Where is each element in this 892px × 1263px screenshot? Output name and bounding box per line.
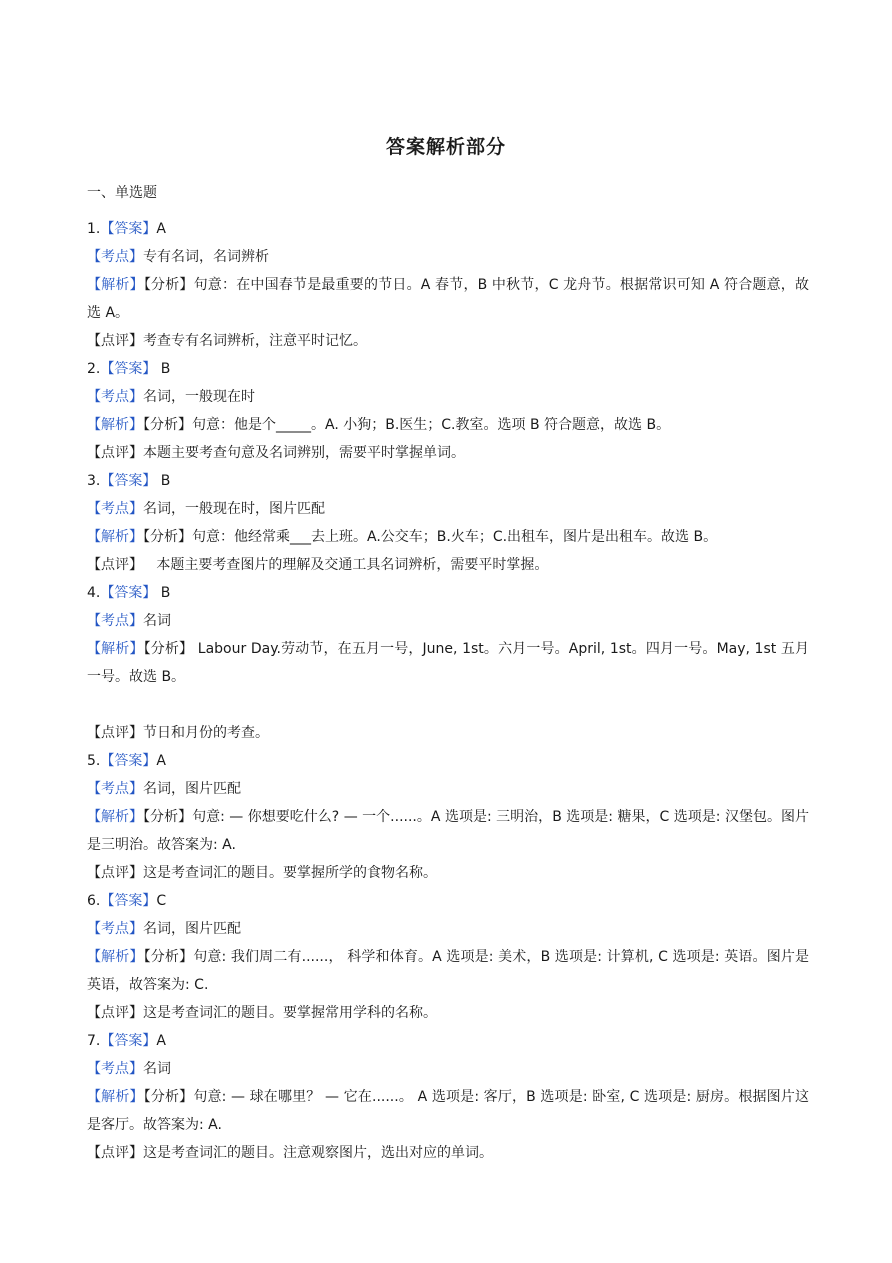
answer-line-2 [87, 355, 809, 383]
point-line-2 [87, 383, 809, 411]
comment-text: 这是考查词汇的题目。要掌握所学的食物名称。 [143, 865, 437, 881]
comment-text: 考查专有名词辨析，注意平时记忆。 [143, 333, 367, 349]
comment-line-5 [87, 859, 809, 887]
point-text: 专有名词，名词辨析 [143, 249, 269, 265]
answer-tag: 【答案】 [100, 361, 157, 377]
answer-line-5 [87, 747, 809, 775]
comment-line-1 [87, 327, 809, 355]
point-text: 名词，一般现在时，图片匹配 [143, 501, 325, 517]
analysis-tag: 【解析】 [87, 529, 143, 545]
point-tag: 【考点】 [87, 613, 143, 629]
analysis-text: 【分析】句意：他是个_____。A. 小狗；B.医生；C.教室。选项 B 符合题意，故选 B。 [143, 417, 671, 433]
point-tag: 【考点】 [87, 249, 143, 265]
question-number: 6. [87, 893, 101, 909]
comment-line-7 [87, 1139, 809, 1167]
comment-text: 节日和月份的考查。 [143, 725, 269, 741]
point-line-5 [87, 775, 809, 803]
point-tag: 【考点】 [87, 781, 143, 797]
analysis-text: 【分析】句意：在中国春节是最重要的节日。A 春节，B 中秋节，C 龙舟节。根据常识可知 A 符合题意，故选 A。 [87, 277, 809, 321]
analysis-text: 【分析】句意: — 球在哪里？ — 它在......。 A 选项是: 客厅，B 选项是: 卧室, C 选项是: 厨房。根据图片这是客厅。故答案为: A. [87, 1089, 809, 1133]
analysis-text: 【分析】句意: 我们周二有......， 科学和体育。A 选项是: 美术，B 选项是: 计算机, C 选项是: 英语。图片是英语，故答案为: C. [87, 949, 810, 993]
question-number: 3. [87, 473, 101, 489]
page-title: 答案解析部分 [385, 136, 506, 158]
analysis-tag: 【解析】 [87, 1089, 144, 1105]
comment-line-2 [87, 439, 809, 467]
answer-tag: 【答案】 [100, 585, 157, 601]
analysis-line-3 [87, 523, 809, 551]
comment-tag: 【点评】 [87, 1005, 143, 1021]
comment-text: 这是考查词汇的题目。要掌握常用学科的名称。 [143, 1005, 437, 1021]
analysis-line-5 [87, 803, 809, 859]
comment-line-4 [87, 719, 809, 747]
analysis-tag: 【解析】 [87, 641, 144, 657]
comment-line-6 [87, 999, 809, 1027]
comment-tag: 【点评】 [87, 1145, 143, 1161]
answer-line-1 [87, 215, 809, 243]
analysis-text: 【分析】句意: — 你想要吃什么? — 一个......。A 选项是: 三明治，B 选项是: 糖果，C 选项是: 汉堡包。图片是三明治。故答案为: A. [87, 809, 809, 853]
answer-line-3 [87, 467, 809, 495]
answer-line-4 [87, 579, 809, 607]
point-line-1 [87, 243, 809, 271]
comment-tag: 【点评】 [87, 865, 143, 881]
point-line-3 [87, 495, 809, 523]
comment-tag: 【点评】 [87, 333, 143, 349]
comment-line-3 [87, 551, 809, 579]
answer-value: A [156, 221, 166, 237]
point-line-7 [87, 1055, 809, 1083]
point-text: 名词，图片匹配 [143, 921, 241, 937]
answer-line-7 [87, 1027, 809, 1055]
comment-text: 本题主要考查句意及名词辨别，需要平时掌握单词。 [143, 445, 465, 461]
comment-tag: 【点评】 [87, 557, 143, 573]
point-text: 名词 [143, 1061, 171, 1077]
point-text: 名词 [143, 613, 171, 629]
analysis-tag: 【解析】 [87, 949, 144, 965]
analysis-line-4 [87, 635, 809, 691]
answer-list [87, 215, 809, 1167]
question-number: 1. [87, 221, 101, 237]
analysis-text: 【分析】 Labour Day.劳动节，在五月一号，June, 1st。六月一号。April, 1st。四月一号。May, 1st 五月一号。故选 B。 [87, 641, 809, 685]
question-number: 2. [87, 361, 101, 377]
section-heading: 一、单选题 [87, 185, 157, 201]
comment-tag: 【点评】 [87, 445, 143, 461]
analysis-tag: 【解析】 [87, 417, 143, 433]
question-number: 7. [87, 1033, 101, 1049]
analysis-tag: 【解析】 [87, 809, 144, 825]
point-text: 名词，图片匹配 [143, 781, 241, 797]
answer-value: A [156, 1033, 166, 1049]
answer-tag: 【答案】 [100, 753, 157, 769]
answer-tag: 【答案】 [100, 893, 157, 909]
answer-value: B [156, 361, 171, 377]
question-number: 4. [87, 585, 101, 601]
answer-value: A [156, 753, 166, 769]
answer-tag: 【答案】 [100, 1033, 157, 1049]
analysis-text: 【分析】句意：他经常乘___去上班。A.公交车；B.火车；C.出租车，图片是出租车。故选 B。 [143, 529, 718, 545]
point-tag: 【考点】 [87, 501, 143, 517]
analysis-tag: 【解析】 [87, 277, 144, 293]
answer-value: B [156, 473, 171, 489]
analysis-line-6 [87, 943, 809, 999]
answer-tag: 【答案】 [100, 221, 157, 237]
answer-tag: 【答案】 [100, 473, 157, 489]
point-tag: 【考点】 [87, 921, 143, 937]
spacer [87, 691, 809, 719]
answer-value: C [156, 893, 167, 909]
point-text: 名词，一般现在时 [143, 389, 255, 405]
answer-value: B [156, 585, 171, 601]
point-tag: 【考点】 [87, 1061, 143, 1077]
analysis-line-2 [87, 411, 809, 439]
answer-line-6 [87, 887, 809, 915]
analysis-line-7 [87, 1083, 809, 1139]
analysis-line-1 [87, 271, 809, 327]
comment-tag: 【点评】 [87, 725, 143, 741]
point-tag: 【考点】 [87, 389, 143, 405]
comment-text: 这是考查词汇的题目。注意观察图片，选出对应的单词。 [143, 1145, 493, 1161]
comment-text: 本题主要考查图片的理解及交通工具名词辨析，需要平时掌握。 [143, 557, 549, 573]
point-line-6 [87, 915, 809, 943]
question-number: 5. [87, 753, 101, 769]
point-line-4 [87, 607, 809, 635]
